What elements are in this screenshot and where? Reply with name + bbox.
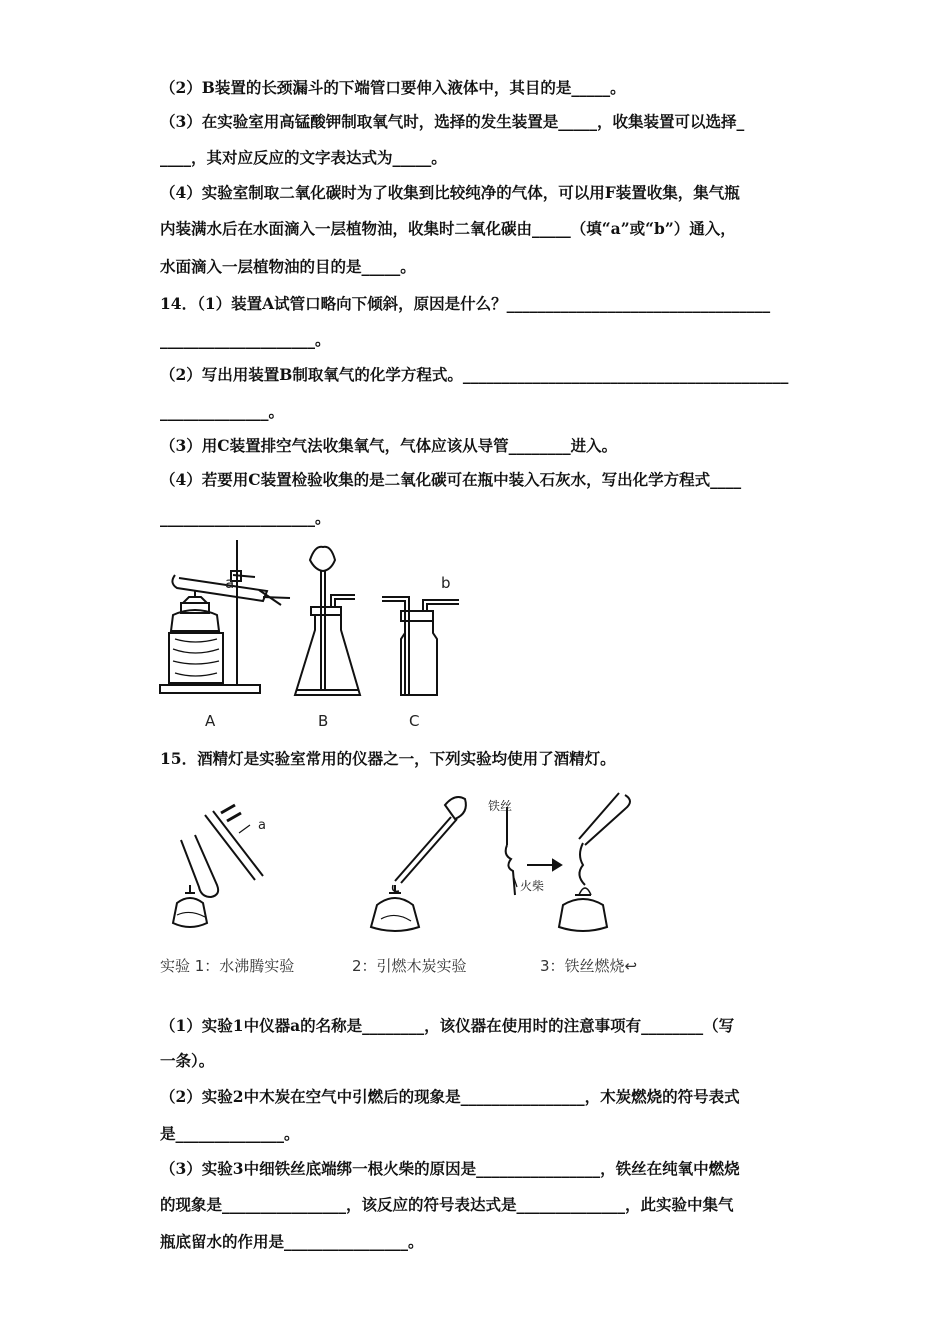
text-line: ____________________。 [160, 508, 331, 527]
text-line: （2）实验2中木炭在空气中引燃后的现象是________________，木炭燃烧的符号表式 [160, 1087, 740, 1106]
wire-label: 铁丝 [488, 799, 513, 813]
text-line: （4）若要用C装置检验收集的是二氧化碳可在瓶中装入石灰水，写出化学方程式____ [160, 470, 742, 489]
experiment-2 [371, 797, 466, 931]
apparatus-b [295, 547, 360, 695]
text-line: 是______________。 [160, 1124, 300, 1143]
match-label: 火柴 [520, 879, 545, 893]
question-14: 14．（1）装置A试管口略向下倾斜，原因是什么？__________________________________ [160, 294, 771, 313]
tube-label-a: a [225, 574, 235, 592]
text-line: （3）在实验室用高锰酸钾制取氧气时，选择的发生装置是_____，收集装置可以选择_ [160, 112, 745, 131]
text-line: （2）写出用装置B制取氧气的化学方程式。__________________________________________ [160, 365, 789, 384]
text-line: 内装满水后在水面滴入一层植物油，收集时二氧化碳由_____（填“a”或“b”）通入， [160, 219, 736, 238]
caption-1: 实验 1：水沸腾实验 [160, 957, 295, 975]
text-line: ____，其对应反应的文字表达式为_____。 [160, 148, 447, 167]
instrument-label-a: a [258, 818, 266, 833]
apparatus-figure [155, 535, 475, 735]
label-c: C [409, 712, 420, 730]
experiment-3 [506, 793, 630, 931]
tube-label-b: b [441, 574, 451, 592]
text-line: （1）实验1中仪器a的名称是________，该仪器在使用时的注意事项有________（写 [160, 1016, 735, 1035]
caption-3: 3：铁丝燃烧↩ [540, 957, 638, 975]
text-line: 瓶底留水的作用是________________。 [160, 1232, 424, 1251]
apparatus-a [160, 540, 290, 693]
label-a: A [205, 712, 216, 730]
label-b: B [318, 712, 329, 730]
apparatus-c [382, 597, 459, 695]
text-line: ____________________。 [160, 330, 331, 349]
text-line: （3）实验3中细铁丝底端绑一根火柴的原因是________________，铁丝在纯氧中燃烧 [160, 1159, 740, 1178]
text-line: ______________。 [160, 402, 285, 421]
text-line: （2）B装置的长颈漏斗的下端管口要伸入液体中，其目的是_____。 [160, 78, 626, 97]
text-line: （3）用C装置排空气法收集氧气，气体应该从导管________进入。 [160, 436, 618, 455]
experiment-1 [173, 805, 263, 927]
question-15: 15．酒精灯是实验室常用的仪器之一，下列实验均使用了酒精灯。 [160, 749, 616, 768]
text-line: （4）实验室制取二氧化碳时为了收集到比较纯净的气体，可以用F装置收集，集气瓶 [160, 183, 740, 202]
text-line: 的现象是________________，该反应的符号表达式是______________，此实验中集气 [160, 1195, 734, 1214]
caption-2: 2：引燃木炭实验 [352, 957, 467, 975]
text-line: 一条）。 [160, 1051, 215, 1070]
text-line: 水面滴入一层植物油的目的是_____。 [160, 257, 416, 276]
experiment-figure [155, 785, 655, 945]
